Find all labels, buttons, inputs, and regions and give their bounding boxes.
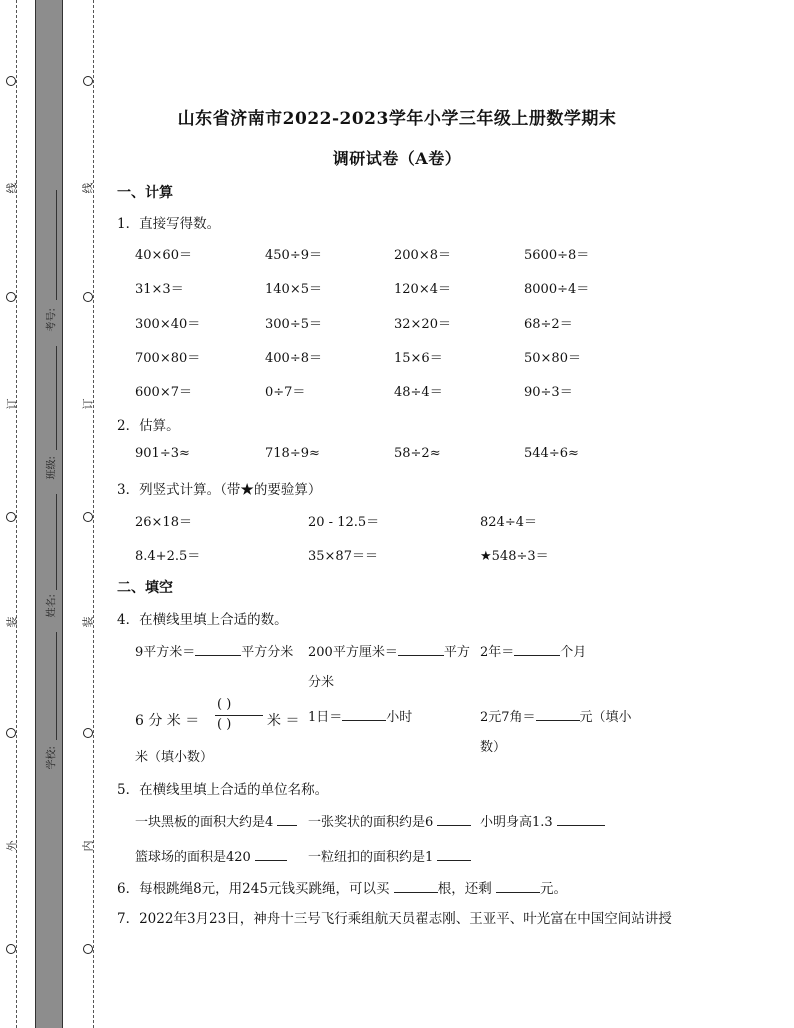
q4-item-f-wrap: 数） [480,740,507,755]
class-label: 班级: [46,456,58,480]
q5-item: 一张奖状的面积约是6 [308,811,471,830]
inner-char: 线 [81,182,95,194]
q1-item: 15×6＝ [394,351,443,366]
binding-margin [0,0,100,1028]
q4-item-d-pre: 6 分 米 ＝ [135,713,200,729]
strip-edge-right [62,0,63,1028]
q1-item: 68÷2＝ [524,317,573,332]
fraction-bar [215,715,263,716]
binding-hole [83,944,93,954]
q4-item-b: 200平方厘米＝ 平方 [308,645,470,660]
q1-item: 700×80＝ [135,351,201,366]
q4-item-c: 2年＝ 个月 [480,645,587,660]
binding-hole [83,76,93,86]
q5-item: 篮球场的面积是420 [135,846,287,865]
q3-item: ★548÷3＝ [480,549,549,564]
outer-char: 外 [5,840,19,852]
q4-item-e: 1日＝ 小时 [308,710,413,725]
q4-label: 4．在横线里填上合适的数。 [117,612,288,628]
name-line [56,494,57,590]
binding-hole [6,292,16,302]
binding-hole [6,512,16,522]
binding-hole [6,944,16,954]
q1-item: 90÷3＝ [524,385,573,400]
outer-dash-line [16,0,17,1028]
q2-label: 2．估算。 [117,418,180,434]
q5-item: 一块黑板的面积大约是4 [135,811,297,830]
outer-char: 线 [5,182,19,194]
q5-label: 5．在横线里填上合适的单位名称。 [117,782,329,798]
outer-char: 装 [5,616,19,628]
exam-number-label: 考号: [46,308,58,332]
q3-item: 35×87＝＝ [308,549,378,564]
class-line [56,346,57,450]
q1-item: 200×8＝ [394,248,451,263]
q1-item: 400÷8＝ [265,351,322,366]
q1-item: 140×5＝ [265,282,322,297]
exam-subtitle: 调研试卷（A卷） [332,149,462,168]
q2-item: 544÷6≈ [524,446,579,461]
binding-hole [83,728,93,738]
q5-item: 一粒纽扣的面积约是1 [308,846,471,865]
q1-item: 32×20＝ [394,317,451,332]
outer-char: 订 [5,398,19,410]
school-line [56,632,57,740]
q1-item: 300×40＝ [135,317,201,332]
strip-edge-left [35,0,36,1028]
q1-item: 120×4＝ [394,282,451,297]
binding-hole [6,76,16,86]
answer-blank[interactable] [496,880,540,893]
section-calculation: 一、计算 [117,185,173,201]
answer-blank[interactable] [536,708,580,721]
answer-blank[interactable] [514,643,560,656]
q3-item: 26×18＝ [135,515,192,530]
q4-item-d-wrap: 米（填小数） [135,750,214,765]
answer-blank[interactable] [437,848,471,861]
q1-label: 1．直接写得数。 [117,216,221,232]
exam-number-line [56,190,57,300]
answer-blank[interactable] [195,643,241,656]
q1-item: 40×60＝ [135,248,192,263]
q1-item: 0÷7＝ [265,385,306,400]
binding-strip [36,0,62,1028]
inner-char: 订 [81,398,95,410]
answer-blank[interactable] [557,813,605,826]
binding-hole [6,728,16,738]
q1-item: 8000÷4＝ [524,282,590,297]
section-fill-in: 二、填空 [117,580,173,596]
q6-line: 6．每根跳绳8元，用245元钱买跳绳，可以买 根，还剩 元。 [117,881,568,897]
answer-blank[interactable] [277,813,297,826]
q3-item: 8.4+2.5＝ [135,549,201,564]
q5-item: 小明身高1.3 [480,811,605,830]
q3-item: 824÷4＝ [480,515,537,530]
school-label: 学校: [46,746,58,770]
q4-item-b-wrap: 分米 [308,675,335,690]
q3-label: 3．列竖式计算。（带★的要验算） [117,482,322,498]
binding-hole [83,512,93,522]
answer-blank[interactable] [394,880,438,893]
inner-char: 内 [81,840,95,852]
q1-item: 31×3＝ [135,282,184,297]
q1-item: 600×7＝ [135,385,192,400]
inner-dash-line [93,0,94,1028]
q2-item: 718÷9≈ [265,446,320,461]
inner-char: 装 [81,616,95,628]
answer-blank[interactable] [255,848,287,861]
name-label: 姓名: [46,594,58,618]
answer-blank[interactable] [342,708,386,721]
q1-item: 5600÷8＝ [524,248,590,263]
q7-line: 7．2022年3月23日，神舟十三号飞行乘组航天员翟志刚、王亚平、叶光富在中国空间站讲授 [117,911,672,927]
answer-blank[interactable] [437,813,471,826]
q4-item-a: 9平方米＝ 平方分米 [135,645,294,660]
q1-item: 50×80＝ [524,351,581,366]
q4-item-f: 2元7角＝ 元（填小 [480,710,632,725]
answer-blank[interactable] [398,643,444,656]
exam-title: 山东省济南市2022-2023学年小学三年级上册数学期末 [177,109,617,129]
q1-item: 48÷4＝ [394,385,443,400]
q1-item: 450÷9＝ [265,248,322,263]
q4-item-d-post: 米 ＝ [267,713,300,729]
fraction-numerator[interactable]: ( ) [217,697,232,712]
q2-item: 901÷3≈ [135,446,190,461]
q3-item: 20 - 12.5＝ [308,515,380,530]
binding-hole [83,292,93,302]
q1-item: 300÷5＝ [265,317,322,332]
fraction-denominator[interactable]: ( ) [217,717,232,732]
q2-item: 58÷2≈ [394,446,441,461]
